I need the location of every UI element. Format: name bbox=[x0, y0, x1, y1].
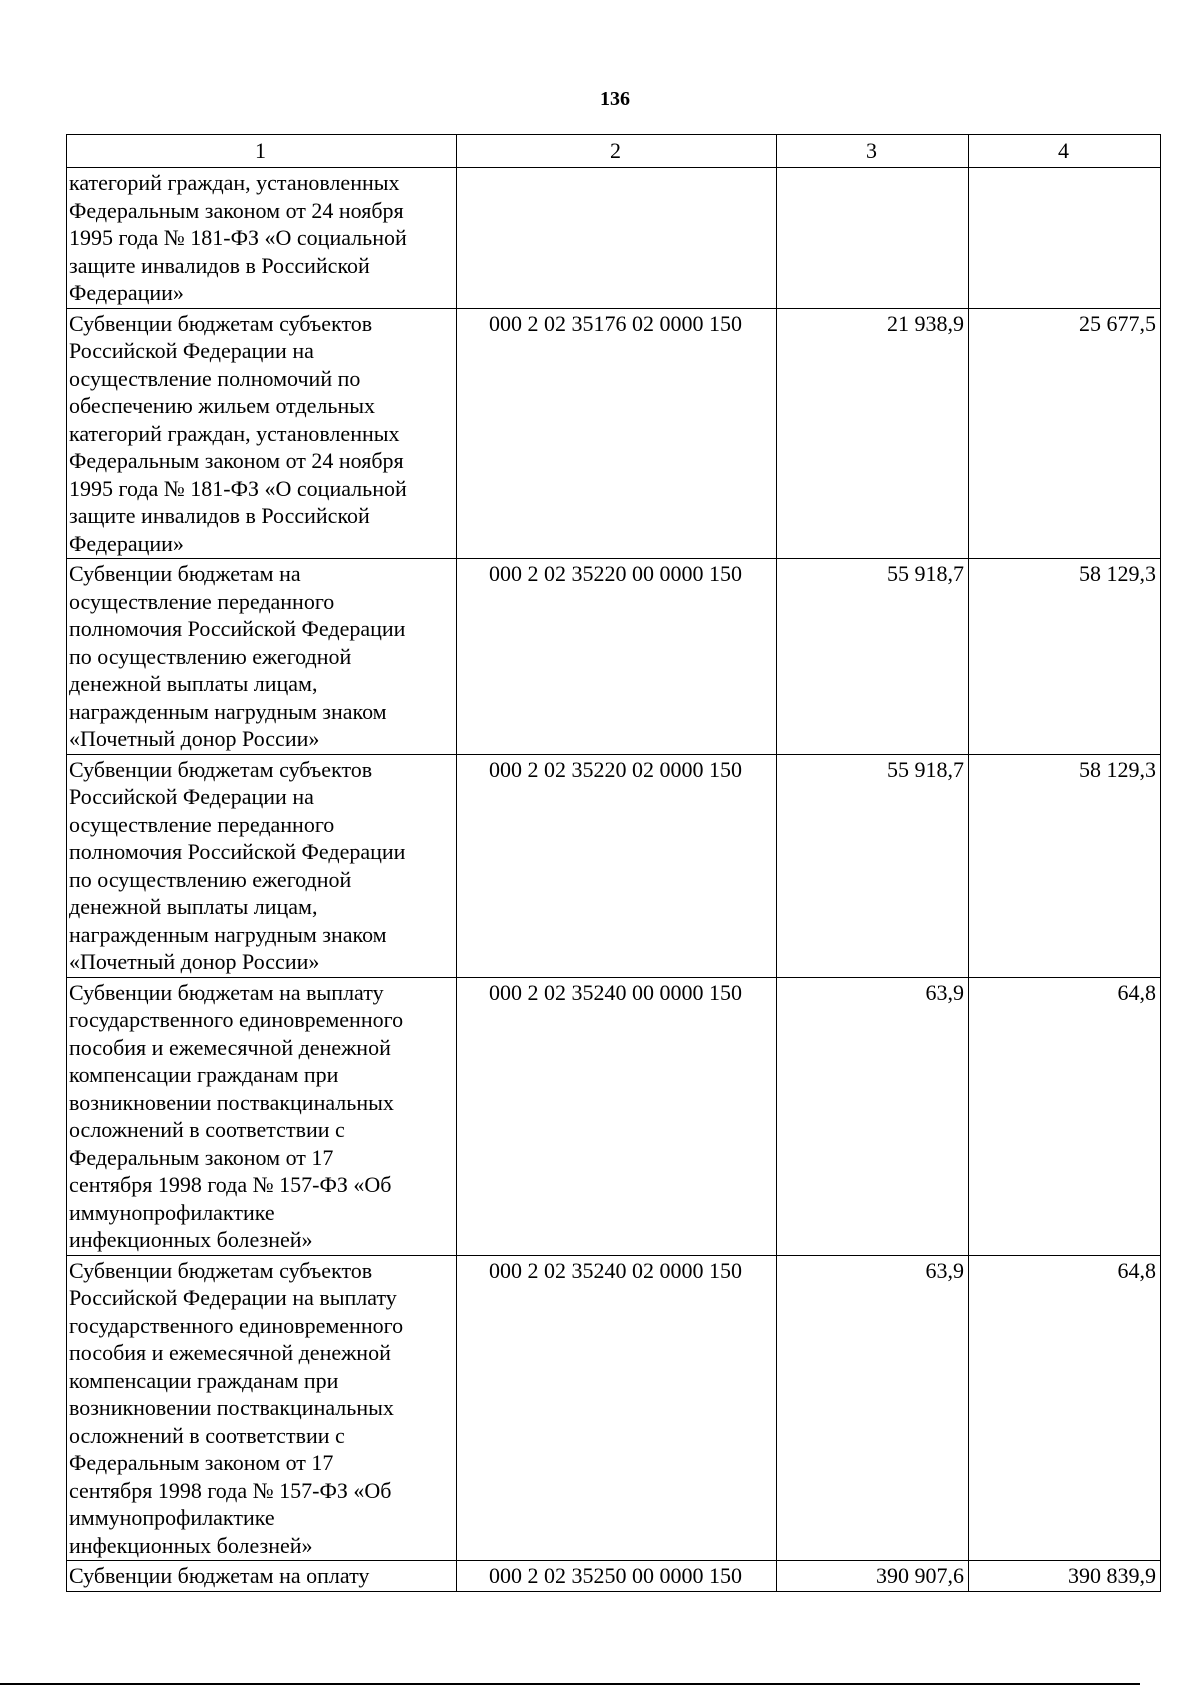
row-code: 000 2 02 35240 02 0000 150 bbox=[457, 1255, 777, 1561]
page-divider bbox=[0, 1683, 1140, 1685]
column-header-4: 4 bbox=[969, 135, 1161, 168]
column-header-2: 2 bbox=[457, 135, 777, 168]
row-value-4 bbox=[969, 168, 1161, 309]
row-value-4: 25 677,5 bbox=[969, 308, 1161, 559]
column-header-1: 1 bbox=[67, 135, 457, 168]
table-row bbox=[67, 1255, 1161, 1561]
row-value-3: 55 918,7 bbox=[777, 754, 969, 977]
row-value-3: 63,9 bbox=[777, 977, 969, 1255]
table-row bbox=[67, 1561, 1161, 1592]
row-code: 000 2 02 35220 00 0000 150 bbox=[457, 559, 777, 755]
page-number: 136 bbox=[600, 88, 630, 110]
row-value-3: 55 918,7 bbox=[777, 559, 969, 755]
row-name: Субвенции бюджетам на осуществление переданного полномочия Российской Федерации по осуществлению ежегодной денежной выплаты лицам, награжденным нагрудным знаком «Почетный донор России» bbox=[67, 559, 457, 755]
row-code: 000 2 02 35240 00 0000 150 bbox=[457, 977, 777, 1255]
table-row bbox=[67, 977, 1161, 1255]
row-name: Субвенции бюджетам на оплату bbox=[67, 1561, 457, 1592]
row-value-4: 390 839,9 bbox=[969, 1561, 1161, 1592]
table-row bbox=[67, 308, 1161, 559]
header-row bbox=[67, 135, 1161, 168]
row-value-3: 63,9 bbox=[777, 1255, 969, 1561]
budget-table bbox=[66, 134, 1161, 1592]
row-value-3: 21 938,9 bbox=[777, 308, 969, 559]
row-value-3: 390 907,6 bbox=[777, 1561, 969, 1592]
row-value-4: 64,8 bbox=[969, 977, 1161, 1255]
table-row bbox=[67, 168, 1161, 309]
table-row bbox=[67, 559, 1161, 755]
row-value-4: 58 129,3 bbox=[969, 754, 1161, 977]
row-code bbox=[457, 168, 777, 309]
row-value-3 bbox=[777, 168, 969, 309]
row-code: 000 2 02 35250 00 0000 150 bbox=[457, 1561, 777, 1592]
row-name: Субвенции бюджетам субъектов Российской Федерации на осуществление переданного полномочия Российской Федерации по осуществлению ежегодной денежной выплаты лицам, награжденным нагрудным знаком «Почетный донор России» bbox=[67, 754, 457, 977]
column-header-3: 3 bbox=[777, 135, 969, 168]
row-value-4: 58 129,3 bbox=[969, 559, 1161, 755]
table-row bbox=[67, 754, 1161, 977]
row-code: 000 2 02 35176 02 0000 150 bbox=[457, 308, 777, 559]
row-name: Субвенции бюджетам на выплату государственного единовременного пособия и ежемесячной денежной компенсации гражданам при возникновении поствакцинальных осложнений в соответствии с Федеральным законом от 17 сентября 1998 года № 157-ФЗ «Об иммунопрофилактике инфекционных болезней» bbox=[67, 977, 457, 1255]
row-value-4: 64,8 bbox=[969, 1255, 1161, 1561]
row-name: категорий граждан, установленных Федеральным законом от 24 ноября 1995 года № 181-ФЗ «О социальной защите инвалидов в Российской Федерации» bbox=[67, 168, 457, 309]
row-name: Субвенции бюджетам субъектов Российской Федерации на выплату государственного единовременного пособия и ежемесячной денежной компенсации гражданам при возникновении поствакцинальных осложнений в соответствии с Федеральным законом от 17 сентября 1998 года № 157-ФЗ «Об иммунопрофилактике инфекционных болезней» bbox=[67, 1255, 457, 1561]
row-code: 000 2 02 35220 02 0000 150 bbox=[457, 754, 777, 977]
row-name: Субвенции бюджетам субъектов Российской Федерации на осуществление полномочий по обеспечению жильем отдельных категорий граждан, установленных Федеральным законом от 24 ноября 1995 года № 181-ФЗ «О социальной защите инвалидов в Российской Федерации» bbox=[67, 308, 457, 559]
